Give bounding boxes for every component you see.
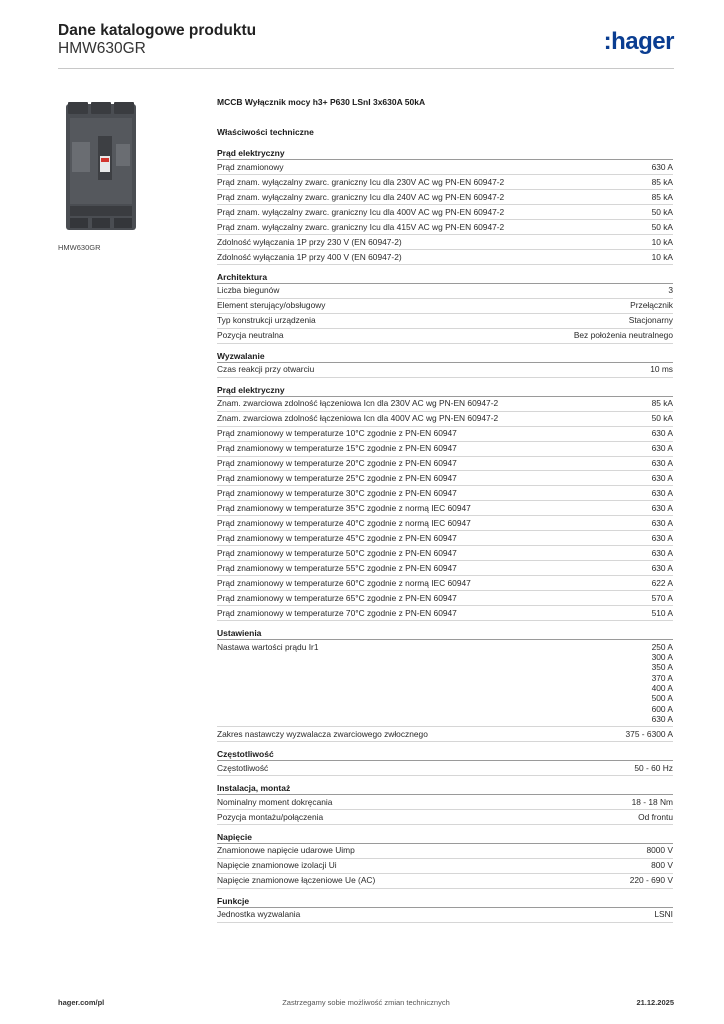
spec-value: 630 A	[651, 548, 673, 558]
spec-label: Prąd znamionowy w temperaturze 20°C zgodnie z PN-EN 60947	[217, 458, 457, 469]
spec-value: 630 A	[651, 428, 673, 439]
spec-label: Pozycja montażu/połączenia	[217, 811, 324, 822]
spec-value: 570 A	[651, 592, 673, 603]
spec-row	[217, 250, 673, 265]
spec-row	[217, 363, 673, 378]
spec-section	[217, 895, 673, 923]
spec-label: Napięcie znamionowe izolacji Ui	[217, 860, 337, 871]
tech-properties-heading: Właściwości techniczne	[217, 127, 314, 137]
page-title: Dane katalogowe produktu	[58, 22, 257, 39]
spec-row	[217, 516, 673, 531]
spec-table	[217, 283, 673, 344]
spec-value: 50 kA	[651, 206, 673, 217]
spec-row	[217, 175, 673, 190]
spec-section	[217, 831, 673, 889]
spec-label: Prąd znamionowy w temperaturze 50°C zgodnie z PN-EN 60947	[217, 548, 457, 558]
spec-label: Prąd znamionowy w temperaturze 35°C zgodnie z normą IEC 60947	[217, 503, 471, 514]
spec-label: Prąd znamionowy w temperaturze 55°C zgodnie z PN-EN 60947	[217, 562, 457, 573]
spec-row	[217, 205, 673, 220]
spec-value: 630 A	[651, 443, 673, 454]
spec-row	[217, 471, 673, 486]
spec-content	[217, 97, 673, 923]
spec-row	[217, 761, 673, 776]
spec-row	[217, 908, 673, 923]
spec-label: Częstotliwość	[217, 762, 269, 773]
spec-label: Znam. zwarciowa zdolność łączeniowa Icn dla 230V AC wg PN-EN 60947-2	[217, 398, 499, 409]
spec-label: Zdolność wyłączania 1P przy 230 V (EN 60947-2)	[217, 236, 402, 247]
spec-value: LSNI	[654, 909, 673, 920]
spec-value-list	[652, 642, 673, 724]
spec-value: 8000 V	[646, 845, 673, 856]
spec-value: 800 V	[651, 860, 673, 871]
spec-table	[217, 843, 673, 889]
spec-label: Nominalny moment dokręcania	[217, 796, 333, 807]
spec-row	[217, 442, 673, 457]
spec-value: 250 A	[651, 641, 673, 652]
spec-section	[217, 782, 673, 825]
spec-label: Prąd znamionowy w temperaturze 15°C zgodnie z PN-EN 60947	[217, 443, 457, 454]
spec-row	[217, 314, 673, 329]
spec-label: Zakres nastawczy wyzwalacza zwarciowego zwłocznego	[217, 728, 428, 739]
spec-label: Prąd znamionowy w temperaturze 70°C zgodnie z PN-EN 60947	[217, 607, 457, 618]
spec-value: 375 - 6300 A	[625, 728, 673, 739]
spec-row	[217, 810, 673, 825]
spec-value: 400 A	[651, 683, 673, 694]
product-description: MCCB Wyłącznik mocy h3+ P630 LSnI 3x630A 50kA	[217, 97, 426, 107]
page-header	[58, 22, 674, 68]
spec-value: Od frontu	[638, 811, 673, 822]
section-title: Prąd elektryczny	[217, 148, 285, 158]
spec-value: 622 A	[651, 577, 673, 588]
spec-value: 630 A	[651, 562, 673, 573]
spec-section	[217, 147, 673, 265]
spec-label: Czas reakcji przy otwarciu	[217, 364, 315, 375]
spec-table	[217, 639, 673, 742]
spec-row	[217, 576, 673, 591]
spec-label: Jednostka wyzwalania	[217, 909, 301, 920]
spec-table	[217, 396, 673, 622]
spec-value: 500 A	[651, 693, 673, 704]
spec-row	[217, 531, 673, 546]
spec-label: Prąd znam. wyłączalny zwarc. graniczny Icu dla 415V AC wg PN-EN 60947-2	[217, 221, 505, 232]
spec-row	[217, 235, 673, 250]
spec-value: 630 A	[651, 518, 673, 529]
spec-value: 50 - 60 Hz	[634, 762, 673, 773]
spec-label: Prąd znamionowy w temperaturze 25°C zgodnie z PN-EN 60947	[217, 473, 457, 484]
spec-label: Prąd znamionowy w temperaturze 30°C zgodnie z PN-EN 60947	[217, 488, 457, 499]
spec-value: 630 A	[651, 503, 673, 514]
spec-value: 630 A	[651, 533, 673, 544]
spec-value: 630 A	[651, 488, 673, 499]
spec-value: 630 A	[651, 473, 673, 484]
spec-label: Napięcie znamionowe łączeniowe Ue (AC)	[217, 875, 376, 886]
spec-value: 50 kA	[651, 221, 673, 232]
section-title: Częstotliwość	[217, 748, 274, 759]
spec-row	[217, 190, 673, 205]
spec-label: Znam. zwarciowa zdolność łączeniowa Icn dla 400V AC wg PN-EN 60947-2	[217, 413, 499, 424]
spec-value: 85 kA	[651, 398, 673, 409]
spec-value: 50 kA	[651, 413, 673, 424]
spec-value: 18 - 18 Nm	[631, 796, 673, 807]
spec-value: 370 A	[651, 672, 673, 683]
spec-value: 10 kA	[651, 236, 673, 247]
section-title: Wyzwalanie	[217, 350, 265, 361]
spec-value: 85 kA	[651, 176, 673, 187]
spec-label: Prąd znam. wyłączalny zwarc. graniczny Icu dla 400V AC wg PN-EN 60947-2	[217, 206, 505, 217]
spec-label: Element sterujący/obsługowy	[217, 300, 326, 311]
spec-row	[217, 606, 673, 621]
spec-section	[217, 748, 673, 776]
spec-section	[217, 384, 673, 622]
spec-label: Prąd znam. wyłączalny zwarc. graniczny Icu dla 230V AC wg PN-EN 60947-2	[217, 176, 505, 187]
spec-label: Prąd znamionowy w temperaturze 40°C zgodnie z normą IEC 60947	[217, 518, 471, 529]
spec-table	[217, 159, 673, 265]
spec-row	[217, 284, 673, 299]
spec-row	[217, 844, 673, 859]
spec-row	[217, 329, 673, 344]
spec-row	[217, 397, 673, 412]
spec-sections	[217, 147, 673, 923]
spec-value: 630 A	[651, 458, 673, 469]
spec-value: 220 - 690 V	[629, 875, 673, 886]
spec-row	[217, 160, 673, 175]
section-title: Prąd elektryczny	[217, 384, 285, 395]
spec-row	[217, 546, 673, 561]
spec-label: Nastawa wartości prądu Ir1	[217, 641, 319, 652]
spec-row	[217, 486, 673, 501]
section-title: Funkcje	[217, 895, 250, 906]
spec-row	[217, 299, 673, 314]
footer-date: 21.12.2025	[636, 998, 674, 1007]
spec-table	[217, 760, 673, 776]
spec-label: Prąd znamionowy w temperaturze 10°C zgodnie z PN-EN 60947	[217, 428, 457, 439]
footer-disclaimer: Zastrzegamy sobie możliwość zmian technicznych	[282, 998, 450, 1007]
spec-label: Prąd znamionowy w temperaturze 65°C zgodnie z PN-EN 60947	[217, 592, 457, 603]
header-divider	[58, 68, 674, 69]
spec-label: Pozycja neutralna	[217, 330, 284, 341]
spec-value: Bez położenia neutralnego	[573, 330, 673, 341]
footer-website[interactable]: hager.com/pl	[58, 998, 105, 1007]
image-caption: HMW630GR	[58, 243, 101, 252]
product-image	[58, 96, 202, 234]
spec-value: 350 A	[651, 662, 673, 673]
spec-row	[217, 501, 673, 516]
spec-value: 3	[668, 285, 673, 296]
spec-table	[217, 794, 673, 825]
section-title: Architektura	[217, 271, 268, 282]
spec-value: 10 ms	[650, 364, 673, 375]
spec-value: 510 A	[651, 607, 673, 618]
spec-value: 85 kA	[651, 191, 673, 202]
hager-logo: :hager	[603, 28, 674, 55]
spec-section	[217, 350, 673, 378]
spec-row	[217, 561, 673, 576]
spec-row	[217, 874, 673, 889]
spec-value: 10 kA	[651, 251, 673, 262]
spec-row	[217, 412, 673, 427]
spec-label: Prąd znamionowy	[217, 161, 284, 172]
spec-row	[217, 591, 673, 606]
product-code: HMW630GR	[58, 40, 146, 57]
spec-label: Zdolność wyłączania 1P przy 400 V (EN 60947-2)	[217, 251, 402, 262]
spec-value: 630 A	[651, 713, 673, 724]
spec-label: Znamionowe napięcie udarowe Uimp	[217, 845, 355, 856]
spec-row	[217, 220, 673, 235]
spec-table	[217, 907, 673, 923]
spec-section	[217, 627, 673, 742]
section-title: Napięcie	[217, 831, 252, 842]
section-title: Instalacja, montaż	[217, 782, 291, 793]
spec-row	[217, 640, 673, 727]
section-title: Ustawienia	[217, 628, 262, 639]
spec-table	[217, 362, 673, 378]
spec-section	[217, 271, 673, 344]
spec-value: 300 A	[651, 652, 673, 663]
spec-value: 600 A	[651, 703, 673, 714]
spec-value: Stacjonarny	[628, 315, 673, 326]
spec-row	[217, 859, 673, 874]
spec-label: Prąd znamionowy w temperaturze 60°C zgodnie z normą IEC 60947	[217, 577, 471, 588]
spec-value: 630 A	[651, 161, 673, 172]
spec-row	[217, 727, 673, 742]
spec-row	[217, 427, 673, 442]
spec-row	[217, 795, 673, 810]
spec-row	[217, 457, 673, 472]
spec-label: Prąd znam. wyłączalny zwarc. graniczny Icu dla 240V AC wg PN-EN 60947-2	[217, 191, 505, 202]
spec-label: Liczba biegunów	[217, 285, 280, 296]
spec-label: Typ konstrukcji urządzenia	[217, 315, 316, 326]
spec-value: Przełącznik	[630, 300, 673, 311]
spec-label: Prąd znamionowy w temperaturze 45°C zgodnie z PN-EN 60947	[217, 533, 457, 544]
